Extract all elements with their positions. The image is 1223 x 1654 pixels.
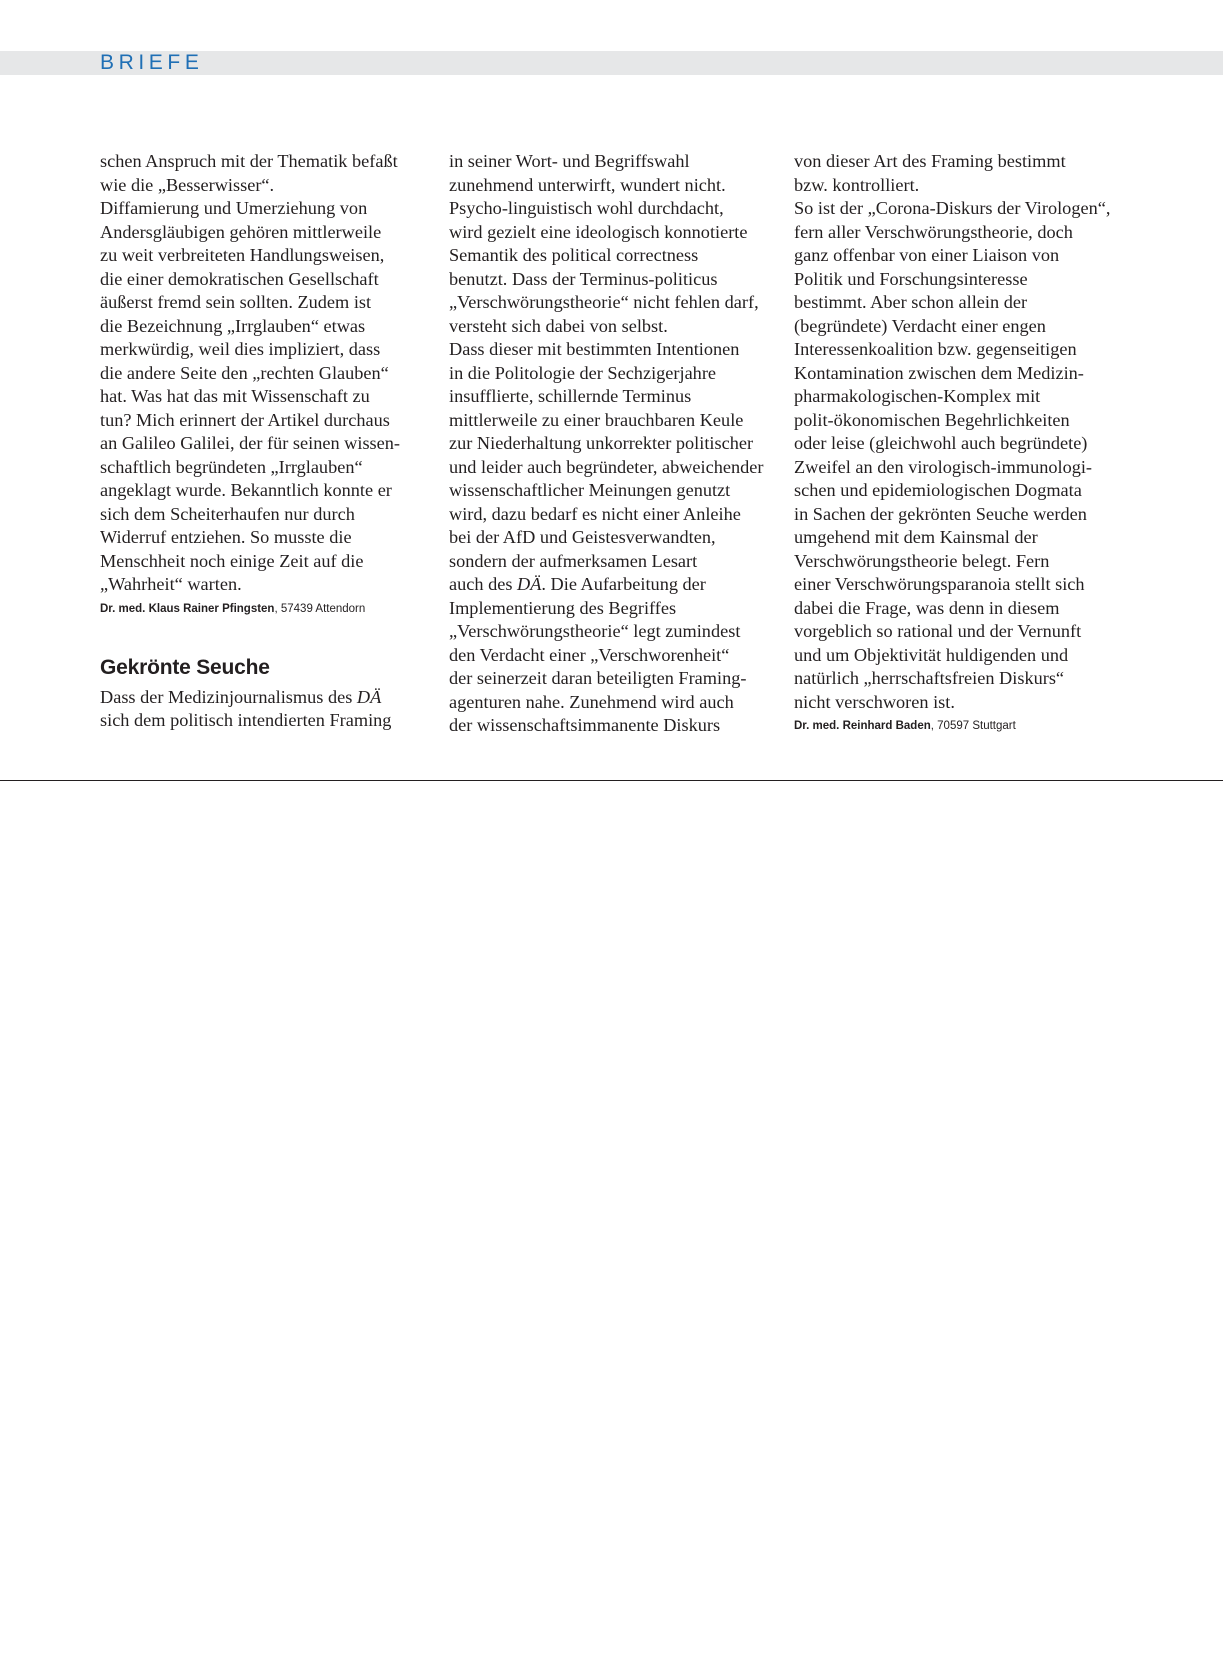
text-line	[449, 432, 781, 456]
letter-body	[449, 150, 781, 738]
text-line	[449, 644, 781, 668]
text-run: bei der AfD und Geistesverwandten,	[449, 527, 716, 547]
text-run: mittlerweile zu einer brauchbaren Keule	[449, 409, 744, 430]
text-line	[449, 268, 781, 292]
text-line: merkwürdig, weil dies impliziert, dass	[100, 339, 381, 359]
text-line: und um Objektivität huldigenden und	[794, 644, 1069, 665]
text-line: bestimmt. Aber schon allein der	[794, 292, 1028, 312]
text-run: „Verschwörungstheorie“ legt zumindest	[449, 621, 741, 641]
text-run: der seinerzeit daran beteiligten Framing-	[449, 668, 747, 688]
text-run: Dass dieser mit bestimmten Intentionen	[449, 339, 740, 359]
text-line: hat. Was hat das mit Wissenschaft zu	[100, 386, 370, 406]
text-line: die andere Seite den „rechten Glauben“	[100, 362, 389, 383]
text-run: wissenschaftlicher Meinungen genutzt	[449, 480, 731, 500]
signature-name: Dr. med. Klaus Rainer Pfingsten	[100, 602, 275, 615]
text-line: die Bezeichnung „Irrglauben“ etwas	[100, 315, 366, 336]
text-line: pharmakologischen-Komplex mit	[794, 386, 1041, 406]
text-run: insufflierte, schillernde Terminus	[449, 386, 692, 406]
text-run: Dass der Medizinjournalismus des	[100, 686, 357, 707]
text-line: schaftlich begründeten „Irrglauben“	[100, 456, 363, 477]
text-run: in seiner Wort- und Begriffswahl	[449, 151, 690, 171]
text-run: den Verdacht einer „Verschworenheit“	[449, 644, 730, 665]
text-line	[449, 362, 781, 386]
letter-signature	[100, 600, 430, 618]
text-line	[449, 691, 781, 715]
text-line: natürlich „herrschaftsfreien Diskurs“	[794, 668, 1065, 688]
text-line: schen und epidemiologischen Dogmata	[794, 480, 1082, 500]
text-run: sondern der aufmerksamen Lesart	[449, 550, 698, 571]
text-line: äußerst fremd sein sollten. Zudem ist	[100, 292, 372, 312]
text-line: oder leise (gleichwohl auch begründete)	[794, 433, 1088, 453]
letter-signature	[794, 717, 1126, 735]
journal-abbrev: DÄ	[517, 574, 542, 594]
text-line: nicht verschworen ist.	[794, 691, 955, 712]
text-run: Semantik des political correctness	[449, 245, 699, 265]
section-label: BRIEFE	[100, 51, 204, 74]
text-line	[449, 338, 781, 362]
text-line: Zweifel an den virologisch-immunologi-	[794, 456, 1093, 477]
text-line	[449, 526, 781, 550]
text-run: zunehmend unterwirft, wundert nicht.	[449, 174, 726, 195]
text-line: umgehend mit dem Kainsmal der	[794, 527, 1038, 547]
text-line: Diffamierung und Umerziehung von	[100, 198, 368, 218]
text-line	[100, 709, 430, 733]
text-line	[449, 221, 781, 245]
text-line	[449, 620, 781, 644]
column-left	[100, 150, 430, 733]
text-line: polit-ökonomischen Begehrlichkeiten	[794, 409, 1070, 430]
letter-body	[100, 150, 430, 597]
text-run: agenturen nahe. Zunehmend wird auch	[449, 691, 734, 712]
text-line: So ist der „Corona-Diskurs der Virologen“,	[794, 198, 1111, 218]
text-run: „Verschwörungstheorie“ nicht fehlen darf,	[449, 292, 759, 312]
text-line	[449, 174, 781, 198]
text-line: in Sachen der gekrönten Seuche werden	[794, 503, 1087, 524]
text-line	[449, 197, 781, 221]
text-line: Andersgläubigen gehören mittlerweile	[100, 221, 382, 242]
text-line: fern aller Verschwörungstheorie, doch	[794, 221, 1073, 242]
text-line: ganz offenbar von einer Liaison von	[794, 245, 1060, 265]
text-line: (begründete) Verdacht einer engen	[794, 315, 1046, 336]
text-line: wie die „Besserwisser“.	[100, 174, 275, 195]
text-run: Implementierung des Begriffes	[449, 597, 677, 618]
text-line: Interessenkoalition bzw. gegenseitigen	[794, 339, 1077, 359]
text-line	[100, 686, 430, 710]
text-line: Verschwörungstheorie belegt. Fern	[794, 550, 1050, 571]
column-right	[794, 150, 1126, 735]
text-line	[449, 409, 781, 433]
text-line: „Wahrheit“ warten.	[100, 574, 242, 594]
text-line	[449, 479, 781, 503]
section-divider	[0, 780, 1223, 781]
signature-name: Dr. med. Reinhard Baden	[794, 720, 931, 732]
journal-abbrev: DÄ	[356, 686, 382, 707]
text-line: tun? Mich erinnert der Artikel durchaus	[100, 409, 390, 430]
letter-body	[794, 150, 1126, 714]
text-line: einer Verschwörungsparanoia stellt sich	[794, 574, 1085, 594]
text-line	[449, 244, 781, 268]
text-line	[449, 385, 781, 409]
text-run: der wissenschaftsimmanente Diskurs	[449, 715, 721, 735]
text-line: schen Anspruch mit der Thematik befaßt	[100, 151, 398, 171]
signature-place: , 57439 Attendorn	[274, 602, 366, 615]
text-line	[449, 550, 781, 574]
text-line: Kontamination zwischen dem Medizin-	[794, 362, 1084, 383]
text-run: Psycho-linguistisch wohl durchdacht,	[449, 198, 724, 218]
text-run: wird gezielt eine ideologisch konnotierte	[449, 221, 748, 242]
text-line: bzw. kontrolliert.	[794, 174, 920, 195]
column-middle	[449, 150, 781, 738]
text-run: versteht sich dabei von selbst.	[449, 315, 668, 336]
text-line	[449, 315, 781, 339]
text-line: angeklagt wurde. Bekanntlich konnte er	[100, 480, 392, 500]
text-run: benutzt. Dass der Terminus-politicus	[449, 268, 718, 289]
text-run: auch des	[449, 574, 518, 594]
text-line	[449, 150, 781, 174]
text-line: die einer demokratischen Gesellschaft	[100, 268, 379, 289]
text-line: von dieser Art des Framing bestimmt	[794, 151, 1066, 171]
signature-place: , 70597 Stuttgart	[930, 720, 1016, 732]
letter-body	[100, 686, 430, 733]
text-line: Widerruf entziehen. So musste die	[100, 527, 352, 547]
text-line	[449, 291, 781, 315]
text-run: zur Niederhaltung unkorrekter politischer	[449, 433, 754, 453]
letter-heading: Gekrönte Seuche	[100, 655, 270, 679]
text-line: zu weit verbreiteten Handlungsweisen,	[100, 245, 385, 265]
text-line: an Galileo Galilei, der für seinen wissen-	[100, 433, 401, 453]
text-line: dabei die Frage, was denn in diesem	[794, 597, 1060, 618]
text-line: Menschheit noch einige Zeit auf die	[100, 550, 364, 571]
text-run: und leider auch begründeter, abweichender	[449, 456, 764, 477]
text-line: vorgeblich so rational und der Vernunft	[794, 621, 1082, 641]
text-line	[449, 573, 781, 597]
text-line: sich dem Scheiterhaufen nur durch	[100, 503, 355, 524]
text-line: Politik und Forschungsinteresse	[794, 268, 1028, 289]
text-run: in die Politologie der Sechzigerjahre	[449, 362, 717, 383]
text-line	[449, 597, 781, 621]
text-run: sich dem politisch intendierten Framing	[100, 710, 392, 730]
text-line	[449, 456, 781, 480]
text-line	[449, 503, 781, 527]
text-run: . Die Aufarbeitung der	[541, 574, 706, 594]
text-run: wird, dazu bedarf es nicht einer Anleihe	[449, 503, 741, 524]
text-line	[449, 714, 781, 738]
text-line	[449, 667, 781, 691]
